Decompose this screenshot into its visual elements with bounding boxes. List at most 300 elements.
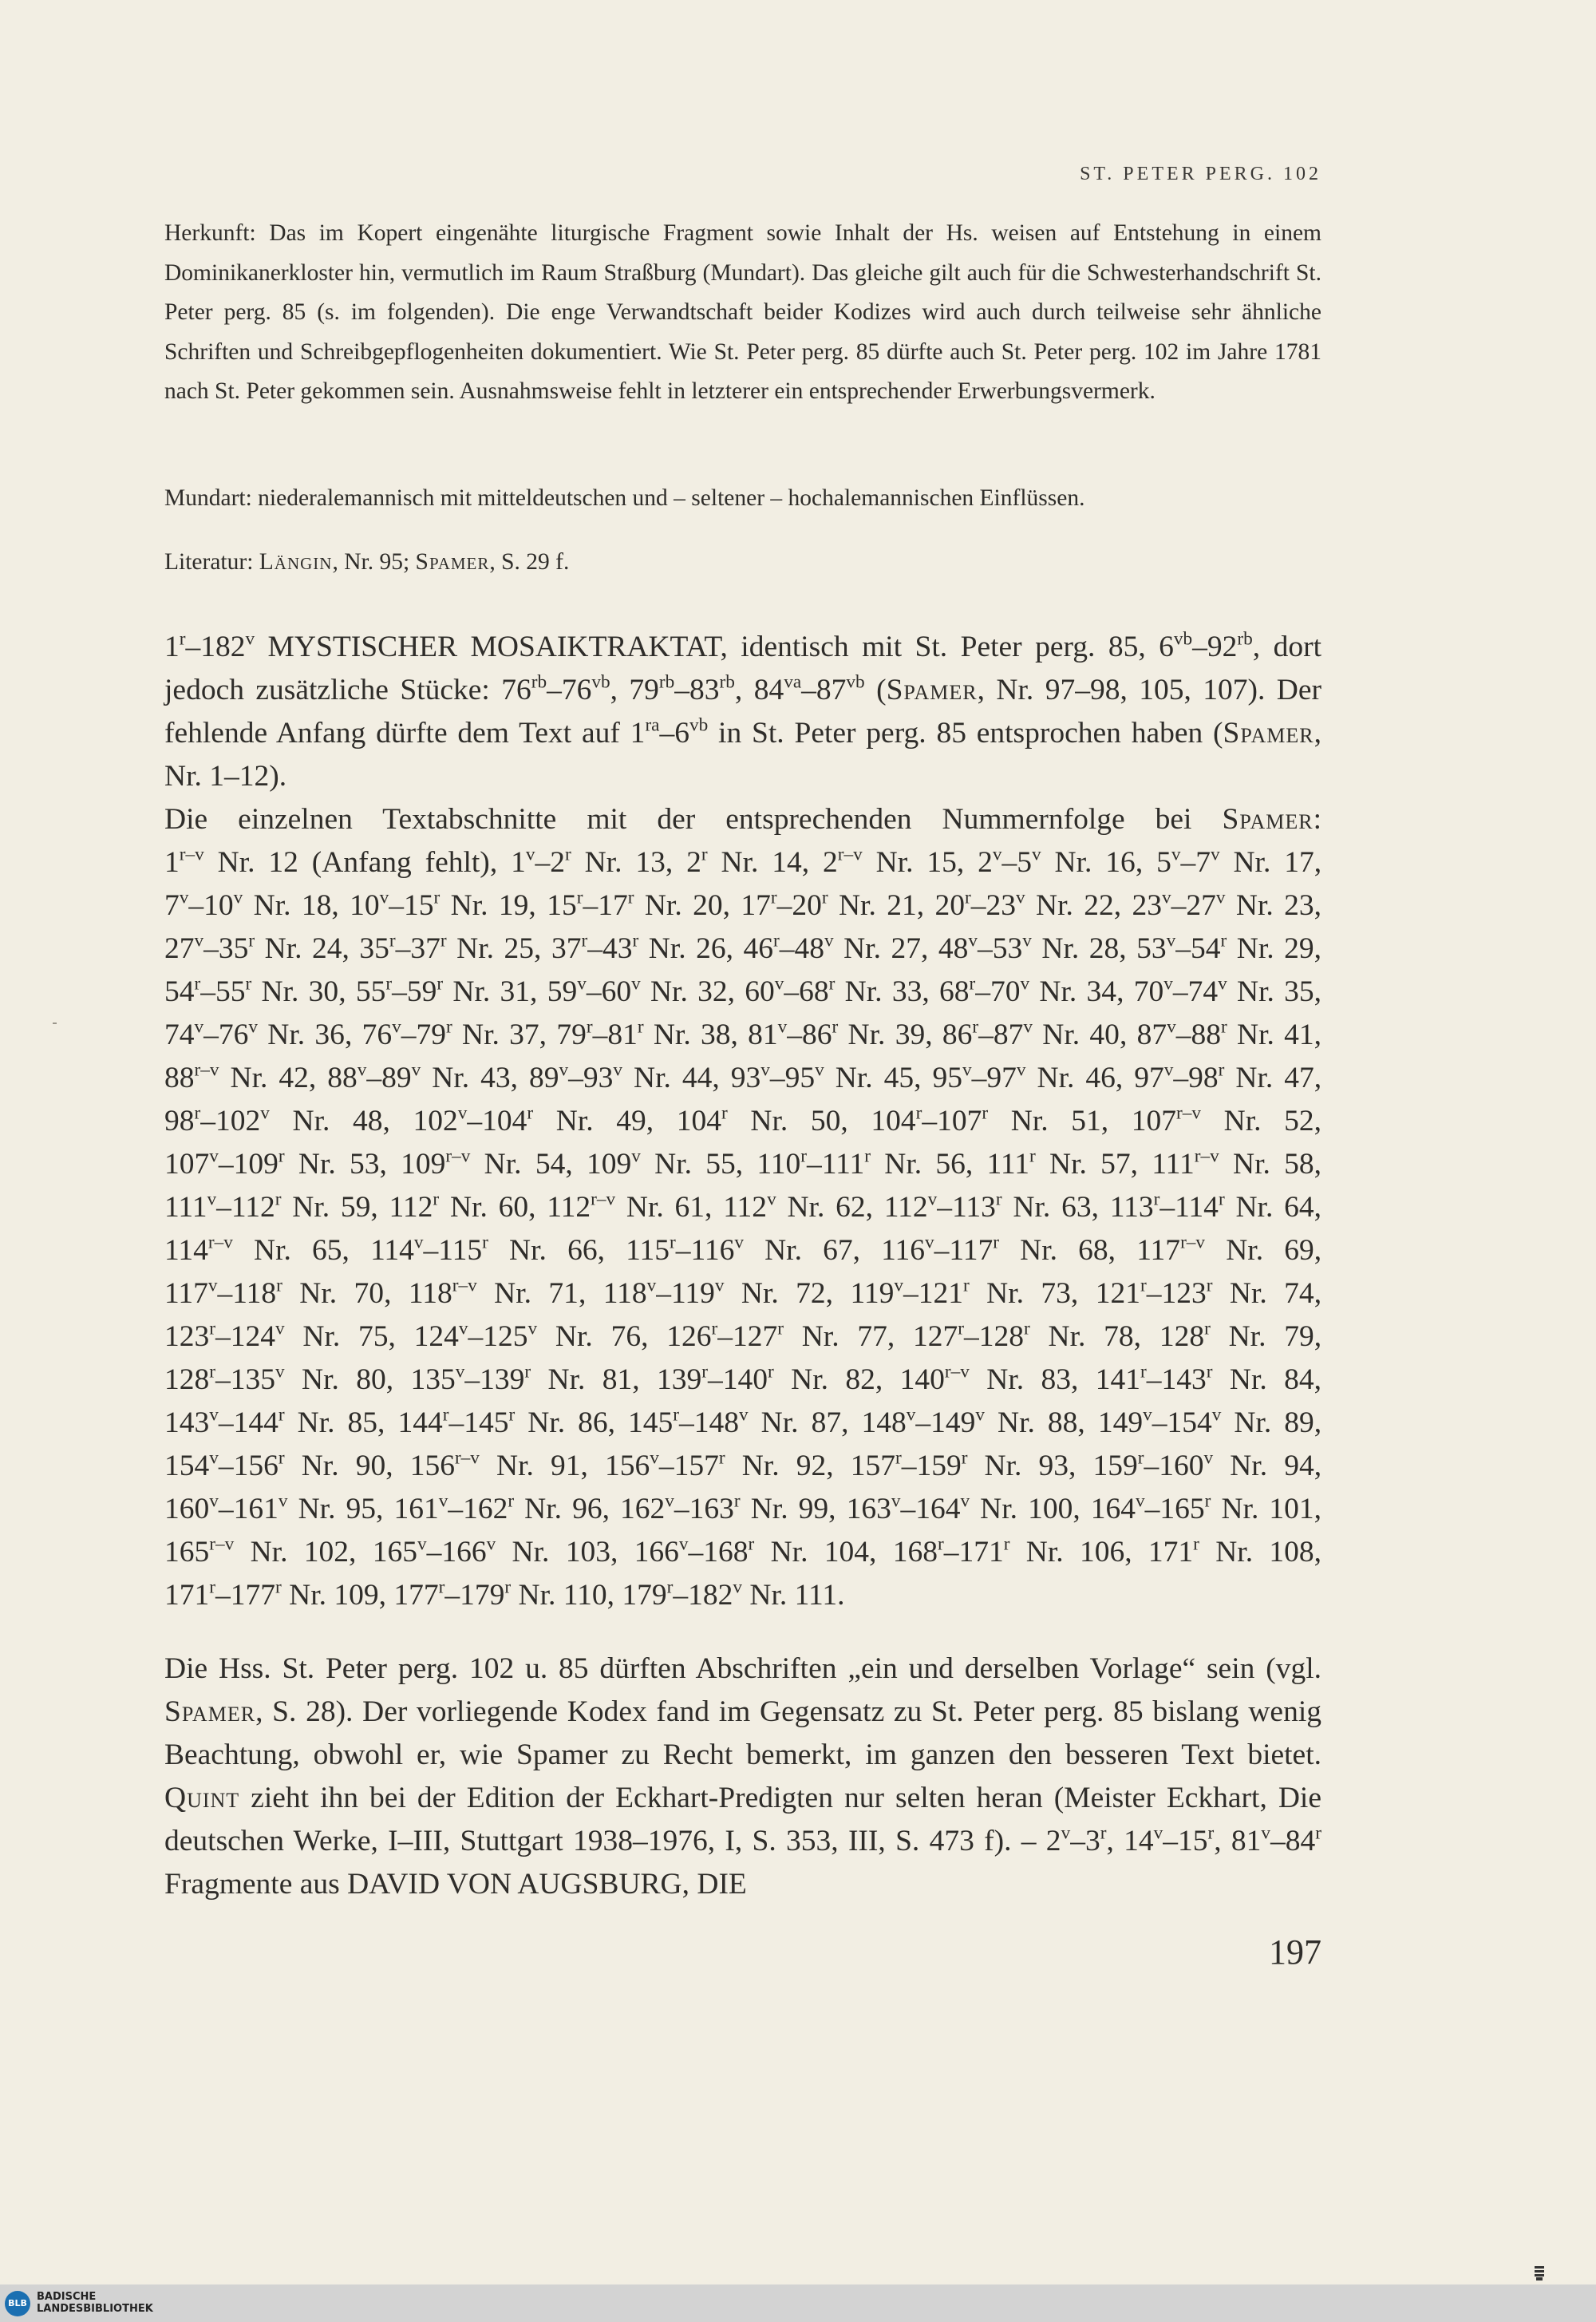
section-reference (730, 1059, 915, 1094)
section-reference (892, 1533, 1125, 1568)
folio-side: r–v (209, 1533, 235, 1555)
section-reference (1131, 1102, 1314, 1137)
folio-side: v (525, 844, 535, 865)
entry-paragraph (164, 626, 1321, 798)
section-number: Nr. 30 (251, 975, 339, 1008)
folio-side: v (925, 1232, 934, 1253)
section-reference (622, 1576, 838, 1612)
folio-side: r (721, 1102, 728, 1124)
folio-side: r (275, 1576, 282, 1598)
section-number: Nr. 81 (531, 1363, 633, 1396)
folio: 112 (547, 1191, 591, 1224)
entry-title: MYSTISCHER MOSAIKTRAKTAT, identisch mit St. Peter perg. 85, 6 (255, 631, 1174, 663)
folio-side: r (194, 973, 201, 995)
library-name (37, 2291, 153, 2315)
folio-side: v (1032, 844, 1041, 865)
section-reference (1159, 1320, 1314, 1353)
folio: 126 (666, 1320, 712, 1353)
folio: –159 (901, 1450, 962, 1482)
section-list-paragraph (164, 798, 1321, 1617)
folio: 121 (1095, 1277, 1140, 1310)
folio-side: v (1016, 887, 1025, 908)
library-name-line: BADISCHE (37, 2291, 97, 2303)
folio: –93 (568, 1062, 614, 1094)
folio-side: r (1315, 1822, 1322, 1844)
section-reference (634, 1533, 869, 1568)
section-number: Nr. 24 (255, 932, 342, 965)
section-number: Nr. 26 (638, 932, 726, 965)
folio: 161 (393, 1493, 439, 1525)
folio: 111 (986, 1148, 1029, 1181)
section-number: Nr. 106 (1009, 1536, 1125, 1568)
section-reference (1098, 1406, 1314, 1439)
folio-side: v (1171, 844, 1181, 865)
folio: 114 (164, 1234, 208, 1267)
section-number: Nr. 16 (1041, 846, 1136, 879)
section-number: Nr. 35 (1227, 975, 1314, 1008)
closing-text: –3 (1070, 1825, 1100, 1857)
folio-side: r (385, 973, 393, 995)
page-number: 197 (1269, 1932, 1321, 1972)
folio: –89 (366, 1062, 412, 1094)
folio-side: v (646, 1275, 657, 1296)
folio-side: va (784, 671, 802, 693)
folio: 112 (723, 1191, 768, 1224)
section-number: Nr. 72 (724, 1277, 826, 1310)
section-number: Nr. 29 (1227, 932, 1314, 965)
folio: 2 (686, 846, 701, 879)
folio-side: r (770, 887, 777, 908)
folio: 102 (413, 1105, 458, 1137)
folio-side: ra (645, 714, 660, 736)
folio-side: r (389, 930, 396, 951)
folio-side: rb (531, 671, 547, 693)
folio-side: r (777, 1318, 784, 1339)
folio: –182 (673, 1579, 733, 1612)
folio: 81 (748, 1019, 778, 1051)
folio: 17 (741, 889, 771, 922)
folio-side: r (666, 1576, 674, 1598)
folio-side: r (278, 1404, 285, 1426)
folio-side: v (248, 1016, 258, 1038)
folio-side: r (524, 1361, 531, 1383)
folio: –109 (218, 1148, 279, 1181)
folio: 10 (350, 889, 380, 922)
folio: –112 (216, 1191, 275, 1224)
entry-text: –76 (547, 674, 592, 706)
section-reference (723, 1191, 865, 1224)
section-number: Nr. 77 (783, 1320, 887, 1353)
folio: –116 (675, 1234, 735, 1267)
folio-side: v (733, 1576, 742, 1598)
folio-side: v (894, 1275, 903, 1296)
folio-side: v (1210, 844, 1220, 865)
section-reference (745, 975, 922, 1008)
folio: –179 (444, 1579, 505, 1612)
section-reference (401, 1145, 566, 1181)
folio-side: v (260, 1102, 270, 1124)
section-reference (413, 1102, 646, 1137)
folio-side: v (767, 1189, 776, 1210)
folio: 88 (327, 1062, 358, 1094)
entry-text: –83 (674, 674, 720, 706)
section-reference (547, 889, 722, 922)
folio: –88 (1175, 1019, 1221, 1051)
folio-side: r (701, 1361, 708, 1383)
section-number: Nr. 54 (470, 1148, 566, 1181)
section-number: Nr. 51 (988, 1105, 1101, 1137)
folio: 160 (164, 1493, 210, 1525)
folio-side: r (275, 1189, 282, 1210)
section-reference (913, 1320, 1134, 1353)
folio-side: v (357, 1059, 367, 1081)
folio-side: v (486, 1533, 496, 1555)
folio-side: v (209, 1404, 219, 1426)
folio-side: r (733, 1490, 741, 1512)
folio-side: r (586, 1016, 593, 1038)
author-spamer: Spamer (1223, 717, 1314, 750)
section-reference (686, 846, 802, 879)
folio-side: v (815, 1059, 824, 1081)
folio: 168 (892, 1536, 938, 1568)
section-number: Nr. 91 (479, 1450, 581, 1482)
section-reference (1136, 1016, 1314, 1051)
folio: 98 (164, 1105, 195, 1137)
section-number: Nr. 100 (970, 1493, 1073, 1525)
folio-side: r (440, 930, 447, 951)
section-reference (884, 1191, 1092, 1224)
folio: 70 (1133, 975, 1164, 1008)
section-number: Nr. 110 (511, 1579, 607, 1612)
folio: –166 (426, 1536, 487, 1568)
folio-side: r (982, 1102, 989, 1124)
folio-side: r (965, 887, 971, 908)
folio-side: r (1206, 1275, 1213, 1296)
entry-text: –92 (1192, 631, 1238, 663)
folio-side: r (1100, 1822, 1107, 1844)
folio: 113 (1109, 1191, 1154, 1224)
folio-side: r (1206, 1361, 1213, 1383)
folio-side: r (278, 1447, 285, 1469)
folio-side: r–v (1180, 1232, 1206, 1253)
folio: –55 (200, 975, 246, 1008)
folio: –20 (776, 889, 822, 922)
folio-side: v (891, 1490, 901, 1512)
folio: –95 (769, 1062, 816, 1094)
section-number: Nr. 90 (284, 1450, 386, 1482)
folio: 171 (1148, 1536, 1194, 1568)
section-number: Nr. 23 (1225, 889, 1314, 922)
section-number: Nr. 53 (284, 1148, 380, 1181)
folio: –115 (423, 1234, 483, 1267)
folio: 144 (397, 1406, 443, 1439)
folio: 15 (547, 889, 577, 922)
folio: 104 (871, 1105, 916, 1137)
section-number: Nr. 21 (828, 889, 917, 922)
folio: 127 (913, 1320, 958, 1353)
folio-side: r (1193, 1533, 1199, 1555)
folio: –17 (583, 889, 628, 922)
entry-text: ( (864, 674, 887, 706)
provenance-paragraph: Herkunft: Das im Kopert eingenähte liturgische Fragment sowie Inhalt der Hs. weisen auf Entstehung in einem Dominikanerkloster hin, vermutlich im Raum Straßburg (Mundart). Das gleiche gilt auch für die Schwesterhandschrift St. Peter perg. 85 (s. im folgenden). Die enge Verwandtschaft beider Kodizes wird auch durch teilweise sehr ähnliche Schriften und Schreibgepflogenheiten dokumentiert. Wie St. Peter perg. 85 dürfte auch St. Peter perg. 102 im Jahre 1781 nach St. Peter gekommen sein. Ausnahmsweise fehlt in letzterer ein entsprechender Erwerbungsvermerk. (164, 220, 1321, 404)
folio-side: r (209, 1576, 215, 1598)
section-number: Nr. 94 (1213, 1450, 1314, 1482)
section-reference (935, 889, 1114, 922)
folio-side: r (748, 1533, 755, 1555)
folio-side: v (1163, 973, 1173, 995)
section-reference (846, 1490, 1073, 1525)
folio-side: v (665, 1490, 674, 1512)
section-number: Nr. 92 (725, 1450, 827, 1482)
folio-side: v (714, 1275, 725, 1296)
folio-side: r (711, 1318, 718, 1339)
folio-side: v (962, 1059, 972, 1081)
folio: –171 (943, 1536, 1004, 1568)
section-reference (164, 1447, 386, 1482)
folio: 1 (164, 846, 180, 879)
folio: –27 (1171, 889, 1216, 922)
folio: –23 (970, 889, 1016, 922)
section-number: Nr. 31 (443, 975, 531, 1008)
folio-side: r (508, 1490, 515, 1512)
folio-side: r (581, 930, 588, 951)
folio-side: r–v (944, 1361, 970, 1383)
folio: 159 (1092, 1450, 1138, 1482)
library-name-line: LANDESBIBLIOTHEK (37, 2303, 153, 2315)
folio-side: v (760, 1059, 770, 1081)
folio: –117 (934, 1234, 994, 1267)
entry-text: –87 (801, 674, 847, 706)
folio: 88 (164, 1062, 195, 1094)
folio: –5 (1001, 846, 1033, 879)
folio: 128 (164, 1363, 210, 1396)
section-reference (823, 846, 957, 879)
section-intro: Die einzelnen Textabschnitte mit der entsprechenden Nummernfolge bei (164, 803, 1223, 836)
entry-text: in St. Peter perg. 85 entsprochen haben ( (708, 717, 1223, 750)
folio: 112 (883, 1191, 928, 1224)
folio-side: v (1143, 1404, 1152, 1426)
folio: –121 (903, 1277, 963, 1310)
folio: 140 (899, 1363, 945, 1396)
folio-side: v (631, 1145, 641, 1167)
folio: –76 (203, 1019, 249, 1051)
folio-side: v (458, 1318, 468, 1339)
section-reference (1148, 1533, 1314, 1568)
folio: –37 (395, 932, 440, 965)
folio-side: r (969, 973, 976, 995)
closing-text: , 14 (1106, 1825, 1154, 1857)
folio-side: r (632, 930, 639, 951)
closing-text: , S. 28). Der vorliegende Kodex fand im Gegensatz zu St. Peter perg. 85 bislang wenig Beachtung, obwohl er, wie Spamer zu Recht bemerkt, im ganzen den besseren Text bietet. (164, 1695, 1321, 1771)
section-reference (1096, 1277, 1314, 1310)
section-reference (409, 1277, 579, 1310)
section-reference (1156, 846, 1314, 879)
folio-side: v (392, 1016, 401, 1038)
folio: 139 (657, 1363, 702, 1396)
state-emblem-icon (1534, 2265, 1545, 2281)
section-number: Nr. 61 (615, 1191, 705, 1224)
section-number: Nr. 88 (984, 1406, 1078, 1439)
section-number: Nr. 33 (835, 975, 922, 1008)
section-number: Nr. 87 (748, 1406, 842, 1439)
folio: –81 (592, 1019, 638, 1051)
folio-side: v (1203, 1447, 1214, 1469)
folio-side: v (1211, 1404, 1222, 1426)
literature-label: Literatur: (164, 549, 259, 575)
section-reference (586, 1145, 736, 1181)
folio: –148 (679, 1406, 740, 1439)
folio: –139 (464, 1363, 525, 1396)
folio: –156 (218, 1450, 279, 1482)
section-number: Nr. 19 (440, 889, 529, 922)
literature-text: , Nr. 95; (332, 549, 416, 575)
folio: –97 (971, 1062, 1017, 1094)
folio-side: r (637, 1016, 644, 1038)
section-reference (1152, 1145, 1314, 1181)
folio: 86 (942, 1019, 973, 1051)
folio: 156 (605, 1450, 650, 1482)
section-reference (657, 1363, 875, 1396)
section-reference (164, 1320, 389, 1353)
folio: 145 (628, 1406, 674, 1439)
folio: 35 (359, 932, 389, 965)
folio: 177 (393, 1579, 439, 1612)
section-reference (666, 1320, 887, 1353)
section-number: Nr. 45 (824, 1062, 915, 1094)
folio-side: r (1153, 1189, 1160, 1210)
folio-side: vb (1173, 628, 1193, 650)
folio: 5 (1156, 846, 1171, 879)
section-number: Nr. 101 (1211, 1493, 1314, 1525)
section-number: Nr. 20 (634, 889, 723, 922)
folio-side: v (207, 1189, 217, 1210)
folio: 74 (164, 1019, 195, 1051)
folio: 163 (846, 1493, 891, 1525)
literature-paragraph (164, 543, 1321, 583)
folio-side: v (455, 1361, 465, 1383)
section-number: Nr. 40 (1033, 1019, 1120, 1051)
folio-side: r–v (179, 844, 204, 865)
folio-side: r (972, 1016, 979, 1038)
entry-text: , 79 (610, 674, 659, 706)
scan-speck (53, 1023, 57, 1024)
section-number: Nr. 46 (1025, 1062, 1116, 1094)
folio-side: v (650, 1447, 659, 1469)
folio: 154 (164, 1450, 210, 1482)
folio: –70 (975, 975, 1021, 1008)
section-reference (164, 1191, 370, 1224)
section-number: Nr. 76 (537, 1320, 642, 1353)
section-number: Nr. 48 (269, 1105, 383, 1137)
folio-side: r (564, 844, 571, 865)
folio: 179 (622, 1579, 667, 1612)
folio-side: v (209, 1447, 219, 1469)
entry-text: , Nr. 1–12). (164, 717, 1321, 793)
folio-side: v (411, 1059, 421, 1081)
folio: 109 (401, 1148, 446, 1181)
folio: –123 (1146, 1277, 1207, 1310)
folio-side: v (209, 1145, 219, 1167)
folio-side: v (417, 1533, 427, 1555)
closing-text: zieht ihn bei der Edition der Eckhart-Predigten nur selten heran (Meister Eckhart, Die deutschen Werke, I–III, Stuttgart 1938–1976, I, S. 353, III, S. 473 f). – 2 (164, 1782, 1321, 1857)
folio-side: r (958, 1318, 965, 1339)
section-number: Nr. 25 (446, 932, 535, 965)
section-reference (757, 1145, 966, 1181)
folio: –118 (217, 1277, 277, 1310)
folio: –43 (587, 932, 633, 965)
folio: –53 (978, 932, 1023, 965)
folio-side: r–v (454, 1447, 480, 1469)
section-number: Nr. 13 (571, 846, 666, 879)
section-references: 1$^{r-v}$ Nr. 12 (Anfang fehlt), 1$^v$–2$^r$ Nr. 13, 2$^r$ Nr. 14, 2$^{r-v}$ Nr. 15, 2$^v$–5$^v$ Nr. 16, 5$^v$–7$^v$ Nr. 17, 7$^v$–10$^v$ Nr. 18, 10$^v$–15$^r$ Nr. 19, 15$^r$–17$^r$ Nr. 20, 17$^r$–20$^r$ Nr. 21, 20$^r$–23$^v$ Nr. 22, 23$^v$–27$^v$ Nr. 23, 27$^v$–35$^r$ Nr. 24, 35$^r$–37$^r$ Nr. 25, 37$^r$–43$^r$ Nr. 26, 46$^r$–48$^v$ Nr. 27, 48$^v$–53$^v$ Nr. 28, 53$^v$–54$^r$ Nr. 29, 54$^r$–55$^r$ Nr. 30, 55$^r$–59$^r$ Nr. 31, 59$^v$–60$^v$ Nr. 32, 60$^v$–68$^r$ Nr. 33, 68$^r$–70$^v$ Nr. 34, 70$^v$–74$^v$ Nr. 35, 74$^v$–76$^v$ Nr. 36, 76$^v$–79$^r$ Nr. 37, 79$^r$–81$^r$ Nr. 38, 81$^v$–86$^r$ Nr. 39, 86$^r$–87$^v$ Nr. 40, 87$^v$–88$^r$ Nr. 41, 88$^{r-v}$ Nr. 42, 88$^v$–89$^v$ Nr. 43, 89$^v$–93$^v$ Nr. 44, 93$^v$–95$^v$ Nr. 45, 95$^v$–97$^v$ Nr. 46, 97$^v$–98$^r$ Nr. 47, 98$^r$–102$^v$ Nr. 48, 102$^v$–104$^r$ Nr. 49, 104$^r$ Nr. 50, 104$^r$–107$^r$ Nr. 51, 107$^{r-v}$ Nr. 52, 107$^v$–109$^r$ Nr. 53, 109$^{r-v}$ Nr. 54, 109$^v$ Nr. 55, 110$^r$–111$^r$ Nr. 56, 111$^r$ Nr. 57, 111$^{r-v}$ Nr. 58, 111$^v$–112$^r$ Nr. 59, 112$^r$ Nr. 60, 112$^{r-v}$ Nr. 61, 112$^v$ Nr. 62, 112$^v$–113$^r$ Nr. 63, 113$^r$–114$^r$ Nr. 64, 114$^{r-v}$ Nr. 65, 114$^v$–115$^r$ Nr. 66, 115$^r$–116$^v$ Nr. 67, 116$^v$–117$^r$ Nr. 68, 117$^{r-v}$ Nr. 69, 117$^v$–118$^r$ Nr. 70, 118$^{r-v}$ Nr. 71, 118$^v$–119$^v$ Nr. 72, 119$^v$–121$^r$ Nr. 73, 121$^r$–123$^r$ Nr. 74, 123$^r$–124$^v$ Nr. 75, 124$^v$–125$^v$ Nr. 76, 126$^r$–127$^r$ Nr. 77, 127$^r$–128$^r$ Nr. 78, 128$^r$ Nr. 79, 128$^r$–135$^v$ Nr. 80, 135$^v$–139$^r$ Nr. 81, 139$^r$–140$^r$ Nr. 82, 140$^{r-v}$ Nr. 83, 141$^r$–143$^r$ Nr. 84, 143$^v$–144$^r$ Nr. 85, 144$^r$–145$^r$ Nr. 86, 145$^r$–148$^v$ Nr. 87, 148$^v$–149$^v$ Nr. 88, 149$^v$–154$^v$ Nr. 89, 154$^v$–156$^r$ Nr. 90, 156$^{r-v}$ Nr. 91, 156$^v$–157$^r$ Nr. 92, 157$^r$–159$^r$ Nr. 93, 159$^r$–160$^v$ Nr. 94, 160$^v$–161$^v$ Nr. 95, 161$^v$–162$^r$ Nr. 96, 162$^v$–163$^r$ Nr. 99, 163$^v$–164$^v$ Nr. 100, 164$^v$–165$^r$ Nr. 101, 165$^{r-v}$ Nr. 102, 165$^v$–166$^v$ Nr. 103, 166$^v$–168$^r$ Nr. 104, 168$^r$–171$^r$ Nr. 106, 171$^r$ Nr. 108, 171$^r$–177$^r$ Nr. 109, 177$^r$–179$^r$ Nr. 110, 179$^r$–182$^v$ Nr. 111. (164, 844, 1322, 1612)
folio: –15 (389, 889, 434, 922)
section-reference (1134, 1059, 1314, 1094)
section-reference (748, 1016, 926, 1051)
folio: 27 (164, 932, 195, 965)
section-number: Nr. 59 (281, 1191, 371, 1224)
section-number: Nr. 28 (1031, 932, 1120, 965)
folio-side: r (245, 973, 252, 995)
folio-side: r (895, 1447, 902, 1469)
section-number: Nr. 64 (1224, 1191, 1314, 1224)
section-number: Nr. 47 (1224, 1062, 1314, 1094)
folio: 111 (1152, 1148, 1195, 1181)
section-reference (164, 1363, 386, 1396)
folio: 20 (934, 889, 965, 922)
folio-side: v (824, 930, 834, 951)
section-reference (397, 1406, 607, 1439)
folio: 59 (547, 975, 578, 1008)
section-reference (850, 1447, 1069, 1482)
folio: 156 (409, 1450, 455, 1482)
folio: 111 (164, 1191, 207, 1224)
folio: 165 (164, 1536, 210, 1568)
folio: –165 (1144, 1493, 1205, 1525)
section-number: Nr. 66 (488, 1234, 598, 1267)
folio: 55 (355, 975, 386, 1008)
section-reference (605, 1447, 827, 1482)
folio: –164 (900, 1493, 961, 1525)
folio: 87 (1136, 1019, 1167, 1051)
section-reference (350, 889, 528, 922)
entry-text: , Nr. 97–98, 105, 107). Der fehlende Anfang dürfte dem Text auf 1 (164, 674, 1322, 750)
section-reference (164, 846, 490, 879)
folio-side: r–v (1194, 1145, 1219, 1167)
section-reference (1132, 889, 1314, 922)
section-reference (164, 1490, 376, 1525)
section-number: Nr. 79 (1210, 1320, 1314, 1353)
section-number: Nr. 78 (1029, 1320, 1134, 1353)
section-number: Nr. 68 (999, 1234, 1108, 1267)
closing-text: Fragmente aus DAVID VON AUGSBURG, DIE (164, 1868, 747, 1901)
folio: –59 (392, 975, 437, 1008)
folio-side: v (968, 930, 978, 951)
folio-side: v (1166, 930, 1176, 951)
folio-side: r (508, 1404, 516, 1426)
section-number: Nr. 82 (773, 1363, 875, 1396)
folio-side: rb (658, 671, 675, 693)
folio-side: r (962, 1275, 970, 1296)
section-reference (164, 1234, 342, 1267)
folio-side: r (937, 1533, 944, 1555)
folio: 109 (586, 1148, 632, 1181)
folio-side: r (433, 887, 440, 908)
section-reference (978, 846, 1136, 879)
folio: 46 (743, 932, 773, 965)
section-number: Nr. 85 (284, 1406, 378, 1439)
folio-side: v (678, 1533, 689, 1555)
folio-side: r (993, 1232, 999, 1253)
